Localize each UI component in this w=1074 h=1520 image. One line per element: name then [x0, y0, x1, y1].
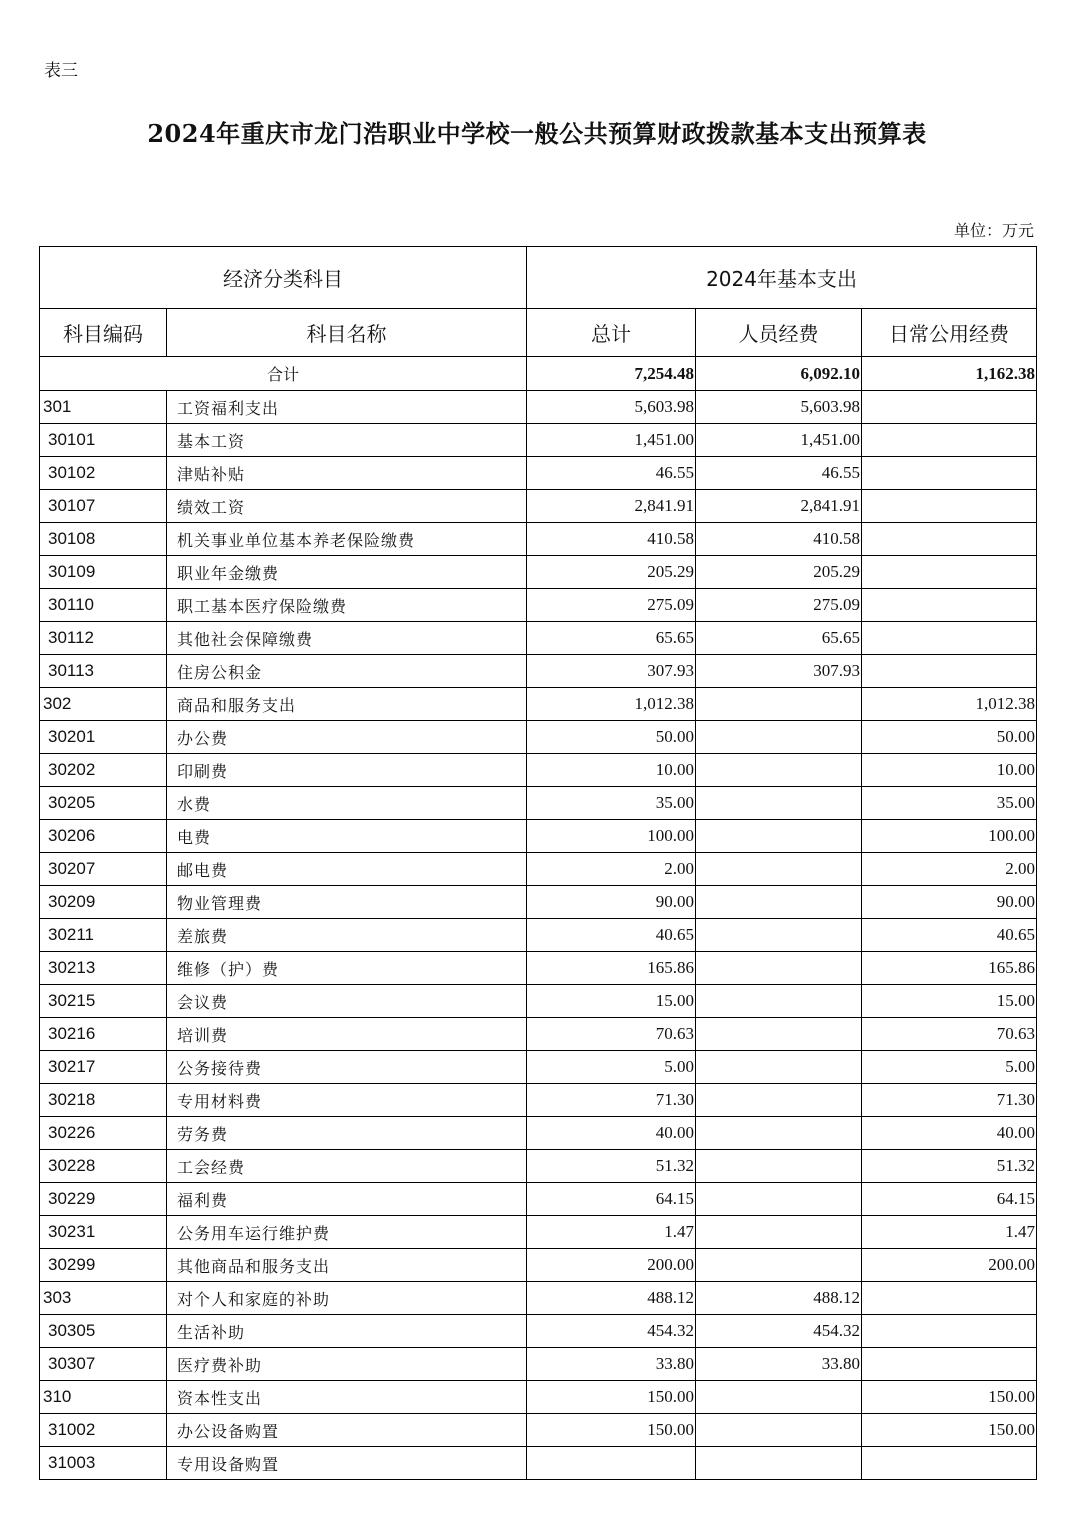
- total-total: 7,254.48: [527, 357, 696, 391]
- row-personnel: 46.55: [696, 457, 862, 490]
- budget-table: [39, 246, 1037, 1480]
- row-name: 职工基本医疗保险缴费: [167, 589, 527, 622]
- table-row: [40, 1282, 1037, 1315]
- table-row: [40, 424, 1037, 457]
- row-name: 公务用车运行维护费: [167, 1216, 527, 1249]
- row-name: 公务接待费: [167, 1051, 527, 1084]
- row-code: 30205: [40, 787, 167, 820]
- row-public: 2.00: [862, 853, 1037, 886]
- row-public: 150.00: [862, 1381, 1037, 1414]
- row-public: [862, 556, 1037, 589]
- row-total: 40.00: [527, 1117, 696, 1150]
- row-public: 40.65: [862, 919, 1037, 952]
- row-personnel: 410.58: [696, 523, 862, 556]
- row-name: 培训费: [167, 1018, 527, 1051]
- row-total: 488.12: [527, 1282, 696, 1315]
- row-total: 275.09: [527, 589, 696, 622]
- table-row: [40, 985, 1037, 1018]
- row-total: 10.00: [527, 754, 696, 787]
- row-name: 物业管理费: [167, 886, 527, 919]
- row-public: [862, 1315, 1037, 1348]
- row-personnel: [696, 754, 862, 787]
- row-total: 65.65: [527, 622, 696, 655]
- header-name: 科目名称: [167, 309, 527, 357]
- row-name: 生活补助: [167, 1315, 527, 1348]
- table-row: [40, 589, 1037, 622]
- row-total: 307.93: [527, 655, 696, 688]
- row-code: 30108: [40, 523, 167, 556]
- row-name: 工资福利支出: [167, 391, 527, 424]
- row-total: 40.65: [527, 919, 696, 952]
- row-name: 工会经费: [167, 1150, 527, 1183]
- row-name: 职业年金缴费: [167, 556, 527, 589]
- table-row: [40, 886, 1037, 919]
- table-row: [40, 952, 1037, 985]
- header-economic-classification: 经济分类科目: [40, 247, 527, 309]
- unit-label: 单位：万元: [953, 221, 1034, 240]
- row-personnel: 65.65: [696, 622, 862, 655]
- row-code: 30109: [40, 556, 167, 589]
- row-public: [862, 589, 1037, 622]
- row-name: 专用材料费: [167, 1084, 527, 1117]
- row-personnel: [696, 820, 862, 853]
- row-public: [862, 523, 1037, 556]
- row-public: 100.00: [862, 820, 1037, 853]
- row-public: 5.00: [862, 1051, 1037, 1084]
- row-code: 30217: [40, 1051, 167, 1084]
- row-name: 印刷费: [167, 754, 527, 787]
- row-personnel: [696, 1018, 862, 1051]
- table-label: 表三: [44, 61, 78, 81]
- row-code: 30209: [40, 886, 167, 919]
- row-personnel: 488.12: [696, 1282, 862, 1315]
- page-title: 2024年重庆市龙门浩职业中学校一般公共预算财政拨款基本支出预算表: [147, 119, 927, 148]
- row-personnel: [696, 1414, 862, 1447]
- row-public: 150.00: [862, 1414, 1037, 1447]
- row-public: [862, 655, 1037, 688]
- row-personnel: [696, 721, 862, 754]
- row-name: 津贴补贴: [167, 457, 527, 490]
- row-name: 其他社会保障缴费: [167, 622, 527, 655]
- row-name: 绩效工资: [167, 490, 527, 523]
- row-code: 30307: [40, 1348, 167, 1381]
- row-total: 90.00: [527, 886, 696, 919]
- row-total: 15.00: [527, 985, 696, 1018]
- table-row: [40, 1414, 1037, 1447]
- row-code: 30101: [40, 424, 167, 457]
- row-total: 205.29: [527, 556, 696, 589]
- row-name: 专用设备购置: [167, 1447, 527, 1480]
- row-personnel: [696, 688, 862, 721]
- table-row: [40, 1051, 1037, 1084]
- table-row: [40, 1084, 1037, 1117]
- row-public: 1,012.38: [862, 688, 1037, 721]
- header-column-row: [40, 309, 1037, 357]
- row-code: 30229: [40, 1183, 167, 1216]
- row-public: 15.00: [862, 985, 1037, 1018]
- row-name: 福利费: [167, 1183, 527, 1216]
- row-public: [862, 1282, 1037, 1315]
- row-public: [862, 391, 1037, 424]
- row-total: 2,841.91: [527, 490, 696, 523]
- row-total: 70.63: [527, 1018, 696, 1051]
- row-public: [862, 457, 1037, 490]
- table-row: [40, 1447, 1037, 1480]
- row-public: [862, 1348, 1037, 1381]
- row-personnel: [696, 1249, 862, 1282]
- row-name: 办公设备购置: [167, 1414, 527, 1447]
- row-name: 办公费: [167, 721, 527, 754]
- table-row: [40, 1249, 1037, 1282]
- row-code: 30102: [40, 457, 167, 490]
- table-row: [40, 1315, 1037, 1348]
- row-personnel: 205.29: [696, 556, 862, 589]
- row-total: [527, 1447, 696, 1480]
- row-personnel: [696, 1084, 862, 1117]
- row-code: 30231: [40, 1216, 167, 1249]
- row-public: 1.47: [862, 1216, 1037, 1249]
- table-row: [40, 1348, 1037, 1381]
- table-row: [40, 853, 1037, 886]
- row-personnel: 454.32: [696, 1315, 862, 1348]
- table-row: [40, 1381, 1037, 1414]
- row-total: 100.00: [527, 820, 696, 853]
- row-code: 30228: [40, 1150, 167, 1183]
- total-public: 1,162.38: [862, 357, 1037, 391]
- table-row: [40, 1216, 1037, 1249]
- table-row: [40, 820, 1037, 853]
- row-name: 对个人和家庭的补助: [167, 1282, 527, 1315]
- row-code: 30207: [40, 853, 167, 886]
- row-name: 维修（护）费: [167, 952, 527, 985]
- row-total: 33.80: [527, 1348, 696, 1381]
- row-name: 住房公积金: [167, 655, 527, 688]
- table-row: [40, 523, 1037, 556]
- row-code: 31003: [40, 1447, 167, 1480]
- row-total: 64.15: [527, 1183, 696, 1216]
- table-row: [40, 490, 1037, 523]
- row-total: 165.86: [527, 952, 696, 985]
- row-total: 454.32: [527, 1315, 696, 1348]
- row-name: 劳务费: [167, 1117, 527, 1150]
- row-public: 70.63: [862, 1018, 1037, 1051]
- row-total: 1,012.38: [527, 688, 696, 721]
- row-personnel: [696, 1051, 862, 1084]
- row-total: 150.00: [527, 1414, 696, 1447]
- row-personnel: 307.93: [696, 655, 862, 688]
- row-personnel: [696, 853, 862, 886]
- row-total: 71.30: [527, 1084, 696, 1117]
- header-total: 总计: [527, 309, 696, 357]
- row-name: 会议费: [167, 985, 527, 1018]
- row-name: 差旅费: [167, 919, 527, 952]
- row-total: 51.32: [527, 1150, 696, 1183]
- table-row: [40, 655, 1037, 688]
- row-public: [862, 490, 1037, 523]
- row-personnel: [696, 1183, 862, 1216]
- row-personnel: [696, 1117, 862, 1150]
- row-name: 电费: [167, 820, 527, 853]
- header-basic-expenditure: 2024年基本支出: [527, 247, 1037, 309]
- row-total: 2.00: [527, 853, 696, 886]
- row-personnel: 275.09: [696, 589, 862, 622]
- row-personnel: [696, 1447, 862, 1480]
- row-name: 其他商品和服务支出: [167, 1249, 527, 1282]
- row-total: 35.00: [527, 787, 696, 820]
- table-row: [40, 688, 1037, 721]
- row-personnel: [696, 952, 862, 985]
- table-row: [40, 622, 1037, 655]
- row-code: 303: [40, 1282, 167, 1315]
- table-row: [40, 1150, 1037, 1183]
- row-personnel: [696, 1381, 862, 1414]
- table-row: [40, 787, 1037, 820]
- table-row: [40, 919, 1037, 952]
- header-group-row: [40, 247, 1037, 309]
- row-personnel: [696, 985, 862, 1018]
- row-code: 30299: [40, 1249, 167, 1282]
- row-total: 5,603.98: [527, 391, 696, 424]
- row-code: 30305: [40, 1315, 167, 1348]
- row-public: 51.32: [862, 1150, 1037, 1183]
- row-personnel: 1,451.00: [696, 424, 862, 457]
- row-code: 301: [40, 391, 167, 424]
- table-row: [40, 457, 1037, 490]
- row-personnel: [696, 919, 862, 952]
- row-code: 30226: [40, 1117, 167, 1150]
- table-row: [40, 1183, 1037, 1216]
- row-total: 410.58: [527, 523, 696, 556]
- header-public: 日常公用经费: [862, 309, 1037, 357]
- row-name: 水费: [167, 787, 527, 820]
- total-personnel: 6,092.10: [696, 357, 862, 391]
- row-total: 150.00: [527, 1381, 696, 1414]
- row-public: 35.00: [862, 787, 1037, 820]
- row-code: 30113: [40, 655, 167, 688]
- row-code: 30215: [40, 985, 167, 1018]
- row-personnel: 5,603.98: [696, 391, 862, 424]
- row-code: 30112: [40, 622, 167, 655]
- row-code: 30216: [40, 1018, 167, 1051]
- table-row: [40, 556, 1037, 589]
- total-row: [40, 357, 1037, 391]
- row-personnel: 33.80: [696, 1348, 862, 1381]
- row-personnel: 2,841.91: [696, 490, 862, 523]
- row-code: 30202: [40, 754, 167, 787]
- row-code: 30110: [40, 589, 167, 622]
- row-total: 1.47: [527, 1216, 696, 1249]
- row-code: 310: [40, 1381, 167, 1414]
- row-public: 50.00: [862, 721, 1037, 754]
- header-code: 科目编码: [40, 309, 167, 357]
- row-name: 医疗费补助: [167, 1348, 527, 1381]
- row-public: 40.00: [862, 1117, 1037, 1150]
- row-total: 46.55: [527, 457, 696, 490]
- row-code: 30211: [40, 919, 167, 952]
- row-public: 200.00: [862, 1249, 1037, 1282]
- table-body: [40, 357, 1037, 1480]
- row-public: 10.00: [862, 754, 1037, 787]
- row-total: 200.00: [527, 1249, 696, 1282]
- row-personnel: [696, 1150, 862, 1183]
- row-name: 商品和服务支出: [167, 688, 527, 721]
- row-public: 90.00: [862, 886, 1037, 919]
- row-total: 5.00: [527, 1051, 696, 1084]
- row-public: [862, 424, 1037, 457]
- row-code: 302: [40, 688, 167, 721]
- row-public: 71.30: [862, 1084, 1037, 1117]
- header-personnel: 人员经费: [696, 309, 862, 357]
- row-total: 1,451.00: [527, 424, 696, 457]
- row-public: [862, 622, 1037, 655]
- row-total: 50.00: [527, 721, 696, 754]
- row-public: [862, 1447, 1037, 1480]
- table-row: [40, 754, 1037, 787]
- row-public: 165.86: [862, 952, 1037, 985]
- row-name: 机关事业单位基本养老保险缴费: [167, 523, 527, 556]
- row-code: 30206: [40, 820, 167, 853]
- row-code: 30213: [40, 952, 167, 985]
- row-code: 31002: [40, 1414, 167, 1447]
- row-code: 30218: [40, 1084, 167, 1117]
- row-personnel: [696, 787, 862, 820]
- row-code: 30201: [40, 721, 167, 754]
- table-row: [40, 1117, 1037, 1150]
- table-row: [40, 391, 1037, 424]
- row-name: 资本性支出: [167, 1381, 527, 1414]
- row-code: 30107: [40, 490, 167, 523]
- row-personnel: [696, 1216, 862, 1249]
- row-public: 64.15: [862, 1183, 1037, 1216]
- row-name: 邮电费: [167, 853, 527, 886]
- total-label: 合计: [40, 357, 527, 391]
- row-personnel: [696, 886, 862, 919]
- table-row: [40, 1018, 1037, 1051]
- row-name: 基本工资: [167, 424, 527, 457]
- table-row: [40, 721, 1037, 754]
